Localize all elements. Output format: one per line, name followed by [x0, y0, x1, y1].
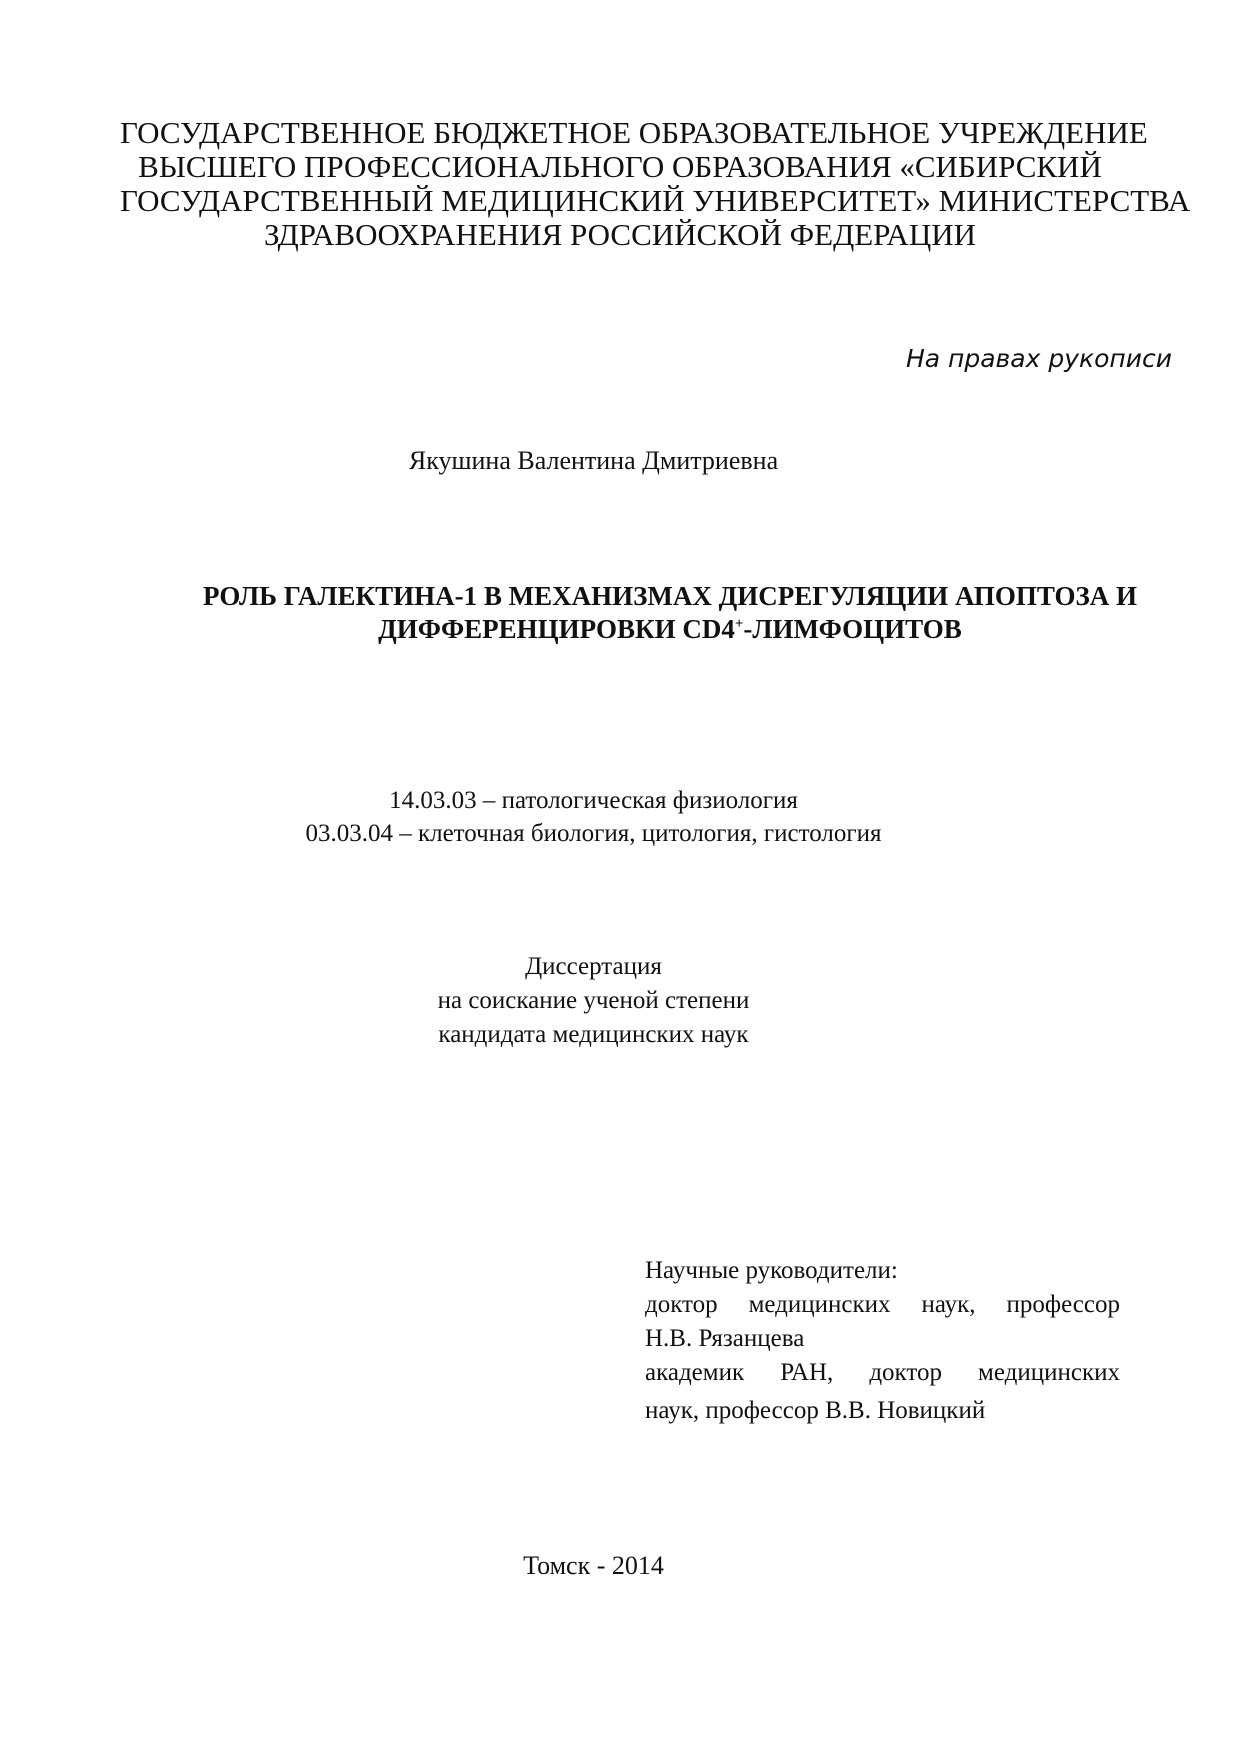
city-year: Томск - 2014 — [523, 1551, 664, 1580]
degree-line-1: Диссертация — [525, 953, 662, 980]
title-line-2 — [120, 613, 1220, 646]
author-name: Якушина Валентина Дмитриевна — [408, 446, 779, 475]
institution-line-2: ВЫСШЕГО ПРОФЕССИОНАЛЬНОГО ОБРАЗОВАНИЯ «СИБИРСКИЙ — [138, 149, 1102, 184]
institution-header — [120, 115, 1191, 252]
title-superscript: + — [734, 616, 744, 632]
supervisor-2-name: наук, профессор В.В. Новицкий — [645, 1397, 986, 1424]
specialty-2: 03.03.04 – клеточная биология, цитология, гистология — [305, 820, 882, 847]
specialty-1: 14.03.03 – патологическая физиология — [389, 787, 798, 814]
degree-line-2: на соискание ученой степени — [437, 987, 750, 1014]
supervisors-block — [645, 1254, 1120, 1428]
supervisors-heading: Научные руководители: — [645, 1257, 898, 1284]
manuscript-note: На правах рукописи — [905, 344, 1172, 373]
title-line-2-start: ДИФФЕРЕНЦИРОВКИ CD4 — [378, 614, 735, 644]
institution-line-4: ЗДРАВООХРАНЕНИЯ РОССИЙСКОЙ ФЕДЕРАЦИИ — [263, 217, 976, 252]
supervisor-1-title: доктор медицинских наук, профессор — [645, 1291, 1120, 1318]
title-line-1: РОЛЬ ГАЛЕКТИНА-1 В МЕХАНИЗМАХ ДИСРЕГУЛЯЦИИ АПОПТОЗА И — [202, 581, 1137, 611]
title-line-2-end: -ЛИМФОЦИТОВ — [743, 614, 962, 644]
supervisor-2-title: академик РАН, доктор медицинских — [645, 1359, 1120, 1386]
supervisor-1-name: Н.В. Рязанцева — [645, 1325, 805, 1352]
degree-statement — [0, 950, 1187, 1052]
dissertation-title — [120, 580, 1220, 646]
institution-line-1: ГОСУДАРСТВЕННОЕ БЮДЖЕТНОЕ ОБРАЗОВАТЕЛЬНОЕ УЧРЕЖДЕНИЕ — [120, 115, 1148, 150]
institution-line-3: ГОСУДАРСТВЕННЫЙ МЕДИЦИНСКИЙ УНИВЕРСИТЕТ» МИНИСТЕРСТВА — [120, 183, 1191, 218]
specialty-codes — [0, 784, 1187, 850]
degree-line-3: кандидата медицинских наук — [438, 1021, 749, 1048]
